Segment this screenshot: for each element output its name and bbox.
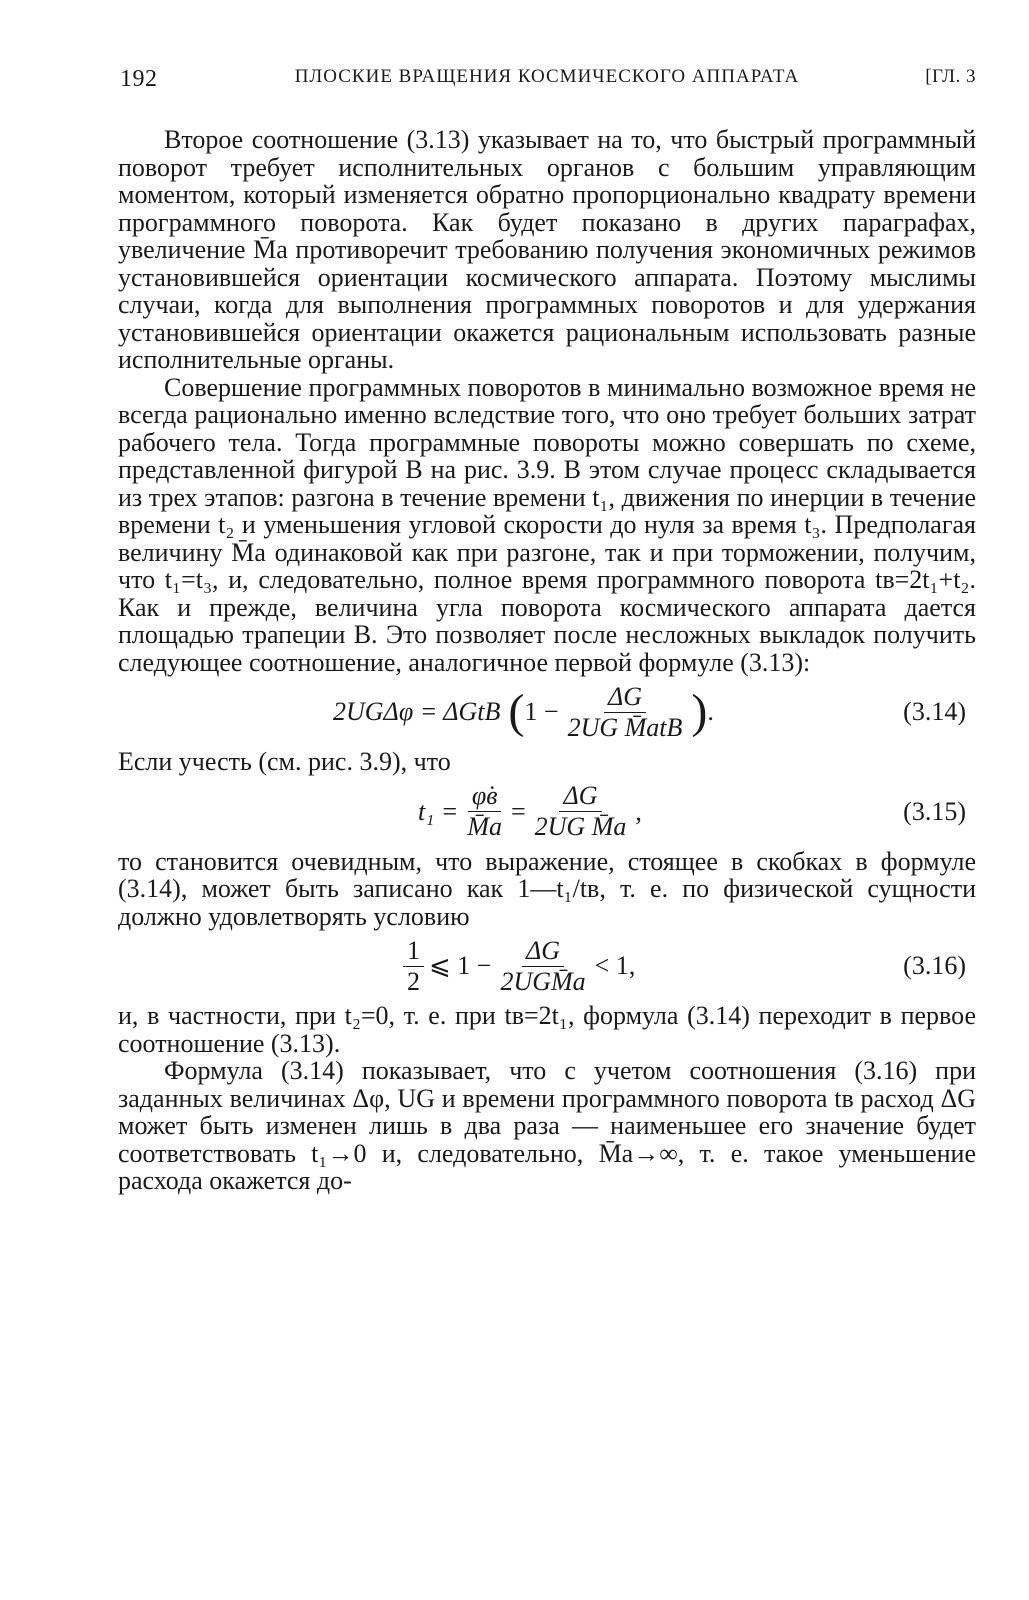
book-page — [118, 58, 976, 1195]
eq316-f1-numerator: 1 — [403, 936, 424, 967]
equation-label-3-16: (3.16) — [903, 951, 966, 980]
eq316-le-one-minus: ⩽ 1 − — [429, 951, 492, 980]
eq315-equals: = — [510, 796, 526, 826]
chapter-label: [ГЛ. 3 — [925, 66, 976, 87]
eq315-tail: , — [635, 796, 642, 826]
eq315-f1-denominator: M̄а — [467, 812, 502, 841]
eq315-fraction-2 — [531, 781, 631, 842]
equation-label-3-14: (3.14) — [903, 697, 966, 726]
equation-label-3-15: (3.15) — [903, 796, 966, 826]
paragraph-4: то становится очевидным, что выражение, стоящее в скобках в формуле (3.14), может быть записано как 1—t₁/tв, т. е. по физической сущности должно удовлетворять условию — [118, 846, 976, 931]
page-header — [118, 58, 976, 98]
eq316-fraction-1 — [403, 936, 424, 997]
eq315-lhs: t₁ = — [418, 796, 459, 826]
paragraph-5: и, в частности, при t₂=0, т. е. при tв=2t₁, формула (3.14) переходит в первое соотношение (3.13). — [118, 1001, 976, 1058]
eq316-fraction-2 — [496, 936, 589, 997]
paragraph-3: Если учесть (см. рис. 3.9), что — [118, 747, 451, 776]
eq314-denominator: 2UG M̄аtB — [567, 712, 683, 742]
eq314-numerator: ΔG — [604, 682, 646, 713]
equation-3-15 — [118, 776, 976, 848]
eq314-tail: . — [707, 697, 714, 726]
equation-3-16 — [118, 930, 976, 1002]
eq316-tail: < 1, — [594, 951, 636, 980]
eq314-fraction — [564, 682, 687, 743]
paragraph-2: Совершение программных поворотов в минимально возможное время не всегда рационально именно вследствие того, что оно требует больших затрат рабочего тела. Тогда программные повороты можно совершать по схеме, представленной фигурой B на рис. 3.9. В этом случае процесс складывается из трех этапов: разгона в течение времени t₁, движения по инерции в течение времени t₂ и уменьшения угловой скорости до нуля за время t₃. Предполагая величину M̄а одинаковой как при разгоне, так и при торможении, получим, что t₁=t₃, и, следовательно, полное время программного поворота tв=2t₁+t₂. Как и прежде, величина угла поворота космического аппарата дается площадью трапеции B. Это позволяет после несложных выкладок получить следующее соотношение, аналогичное первой формуле (3.13): — [118, 372, 976, 677]
paragraph-1: Второе соотношение (3.13) указывает на то, что быстрый программный поворот требует исполнительных органов с большим управляющим моментом, который изменяется обратно пропорционально квадрату времени программного поворота. Как будет показано в других параграфах, увеличение M̄а противоречит требованию получения экономичных режимов установившейся ориентации космического аппарата. Поэтому мыслимы случаи, когда для выполнения программных поворотов и для удержания установившейся ориентации окажется рациональным использовать разные исполнительные органы. — [118, 125, 976, 374]
eq316-f2-numerator: ΔG — [522, 936, 564, 967]
eq314-one-minus: 1 − — [524, 697, 559, 726]
eq315-f1-numerator: φ̇в — [468, 781, 502, 812]
paragraph-6: Формула (3.14) показывает, что с учетом соотношения (3.16) при заданных величинах Δφ, UG и времени программного поворота tв расход ΔG может быть изменен лишь в два раза — наименьшее его значение будет соответствовать t₁→0 и, следовательно, M̄а→∞, т. е. такое уменьшение расхода окажется до- — [118, 1056, 976, 1195]
eq316-f2-denominator: 2UGM̄а — [500, 966, 586, 996]
eq316-f1-denominator: 2 — [407, 966, 420, 996]
eq314-lhs: 2UGΔφ = ΔGtB — [333, 697, 501, 726]
eq315-fraction-1 — [463, 781, 506, 842]
equation-3-14: 2UGΔφ = ΔGtB ( 1 − $\frac{\Delta G}{\text{2UG M̄аtB}}$ ) . (3.14) — [118, 676, 976, 748]
eq315-f2-denominator: 2UG M̄а — [534, 812, 627, 841]
page-number: 192 — [120, 66, 158, 92]
eq315-f2-numerator: ΔG — [559, 781, 601, 812]
running-title: ПЛОСКИЕ ВРАЩЕНИЯ КОСМИЧЕСКОГО АППАРАТА — [294, 66, 800, 87]
